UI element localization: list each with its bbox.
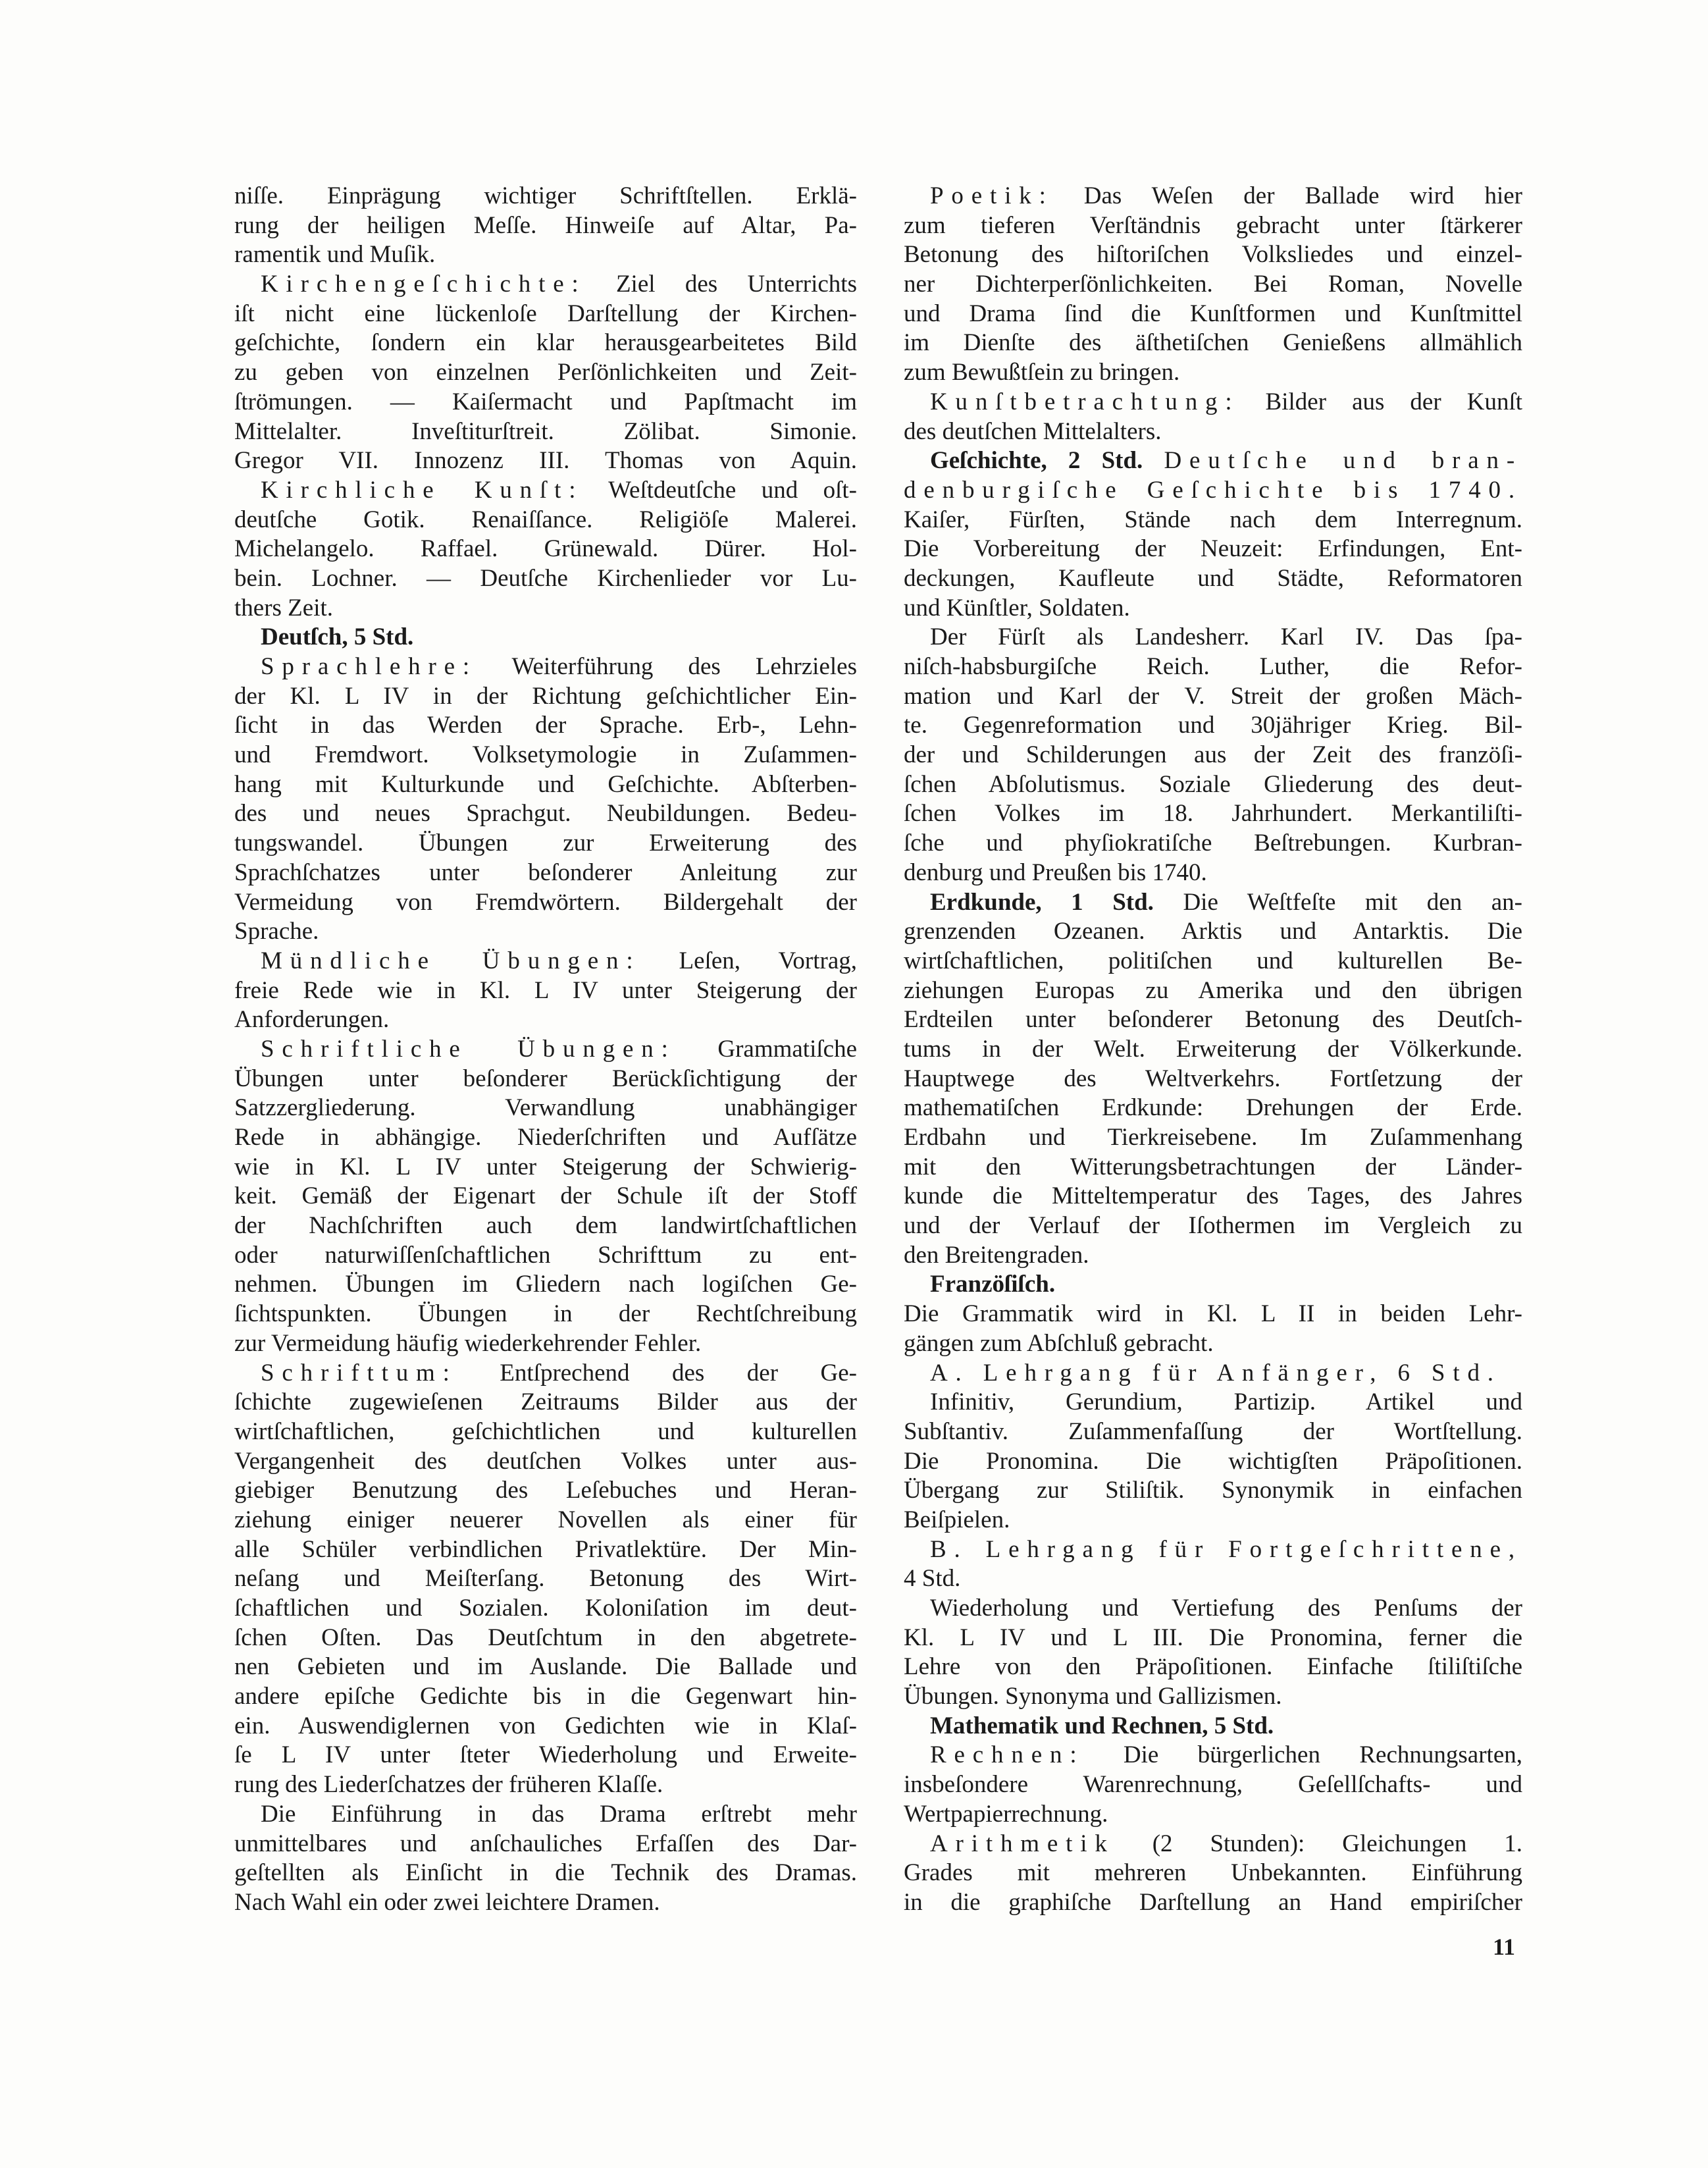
spaced-subheading: Arithmetik	[930, 1830, 1115, 1857]
text-run: oder naturwiſſenſchaftlichen Schrifttum zu ent-	[234, 1241, 857, 1269]
text-run: alle Schüler verbindlichen Privatlektüre. Der Min-	[234, 1535, 857, 1563]
text-line	[234, 1506, 857, 1535]
text-line	[904, 1065, 1522, 1094]
spaced-subheading: Kunſtbetrachtung:	[930, 388, 1240, 415]
text-run: Die Weſtfeſte mit den an-	[1153, 888, 1522, 916]
text-run: Ziel des Unterrichts	[586, 271, 857, 298]
text-line	[234, 682, 857, 712]
text-line	[904, 1770, 1522, 1800]
text-run: ſe L IV unter ſteter Wiederholung und Erweite-	[234, 1741, 857, 1769]
text-line	[904, 1594, 1522, 1624]
text-line	[904, 947, 1522, 976]
text-run: in die graphiſche Darſtellung an Hand empiriſcher	[904, 1888, 1522, 1916]
text-run: Sprache.	[234, 918, 319, 945]
text-run: 4 Std.	[904, 1565, 961, 1593]
text-run: zur Vermeidung häufig wiederkehrender Fehler.	[234, 1329, 702, 1357]
text-run: Lehre von den Präpoſitionen. Einfache ſtiliſtiſche	[904, 1653, 1522, 1681]
text-line	[904, 1506, 1522, 1535]
text-run: ſchichte zugewieſenen Zeitraums Bilder aus der	[234, 1388, 857, 1416]
text-run: zu geben von einzelnen Perſönlichkeiten und Zeit-	[234, 359, 857, 386]
text-run: ein. Auswendiglernen von Gedichten wie in Klaſ-	[234, 1712, 857, 1739]
text-run: neſang und Meiſterſang. Betonung des Wirt-	[234, 1565, 857, 1593]
subject-heading: Franzöſiſch.	[930, 1271, 1056, 1298]
spaced-subheading: A. Lehrgang für Anfänger, 6 Std.	[930, 1359, 1501, 1387]
spaced-subheading: Sprachlehre:	[261, 653, 478, 680]
text-line	[904, 594, 1522, 623]
text-line	[234, 564, 857, 594]
text-line	[234, 1682, 857, 1712]
text-line	[904, 1682, 1522, 1712]
text-run: des deutſchen Mittelalters.	[904, 417, 1162, 445]
text-line	[234, 1476, 857, 1506]
text-line	[904, 741, 1522, 770]
spaced-subheading: Kirchengeſchichte:	[261, 271, 586, 298]
text-line	[904, 1417, 1522, 1447]
text-line	[234, 947, 857, 976]
text-run: Michelangelo. Raffael. Grünewald. Dürer. Hol-	[234, 535, 857, 563]
text-run: kunde die Mitteltemperatur des Tages, des Jahres	[904, 1182, 1522, 1210]
text-line	[234, 1564, 857, 1594]
text-line	[234, 711, 857, 741]
text-line	[904, 1535, 1522, 1565]
text-line	[234, 1624, 857, 1653]
text-line	[234, 1417, 857, 1447]
spaced-subheading: Deutſche und bran-	[1164, 447, 1522, 475]
text-line	[904, 859, 1522, 888]
text-line	[904, 829, 1522, 859]
text-run: Entſprechend des der Ge-	[457, 1359, 857, 1387]
text-run: keit. Gemäß der Eigenart der Schule iſt der Stoff	[234, 1182, 857, 1210]
text-run: ſche und phyſiokratiſche Beſtrebungen. Kurbran-	[904, 830, 1522, 857]
text-line	[234, 1652, 857, 1682]
subject-heading: Mathematik und Rechnen, 5 Std.	[930, 1712, 1274, 1739]
text-run	[1143, 447, 1164, 474]
text-line	[904, 182, 1522, 211]
text-run: Die Einführung in das Drama erſtrebt mehr	[261, 1800, 857, 1828]
text-line	[904, 799, 1522, 829]
text-run: unmittelbares und anſchauliches Erfaſſen des Dar-	[234, 1830, 857, 1857]
text-line	[904, 329, 1522, 358]
text-line	[904, 1741, 1522, 1770]
text-run: wie in Kl. L IV unter Steigerung der Schwierig-	[234, 1153, 857, 1180]
text-line	[234, 1005, 857, 1035]
text-run: Kaiſer, Fürſten, Stände nach dem Interregnum.	[904, 506, 1522, 533]
text-line	[904, 211, 1522, 241]
text-run: Weſtdeutſche und oſt-	[583, 476, 857, 504]
text-line	[234, 211, 857, 241]
text-line	[234, 358, 857, 388]
subject-heading: Erdkunde, 1 Std.	[930, 888, 1154, 916]
text-run: Nach Wahl ein oder zwei leichtere Dramen.	[234, 1888, 660, 1916]
text-run: Anforderungen.	[234, 1006, 390, 1034]
text-line	[904, 1624, 1522, 1653]
text-line	[234, 1241, 857, 1271]
text-run: Satzzergliederung. Verwandlung unabhängiger	[234, 1094, 857, 1122]
text-run: den Breitengraden.	[904, 1241, 1089, 1269]
text-line	[234, 388, 857, 417]
text-line	[904, 1094, 1522, 1123]
text-line	[234, 1270, 857, 1300]
text-line	[234, 1447, 857, 1477]
text-run: Wiederholung und Vertiefung des Penſums der	[930, 1595, 1522, 1622]
text-run: Wertpapierrechnung.	[904, 1800, 1108, 1828]
text-run: ziehung einiger neuerer Novellen als einer für	[234, 1506, 857, 1533]
text-line	[904, 1652, 1522, 1682]
text-run: mit den Witterungsbetrachtungen der Länder-	[904, 1153, 1522, 1180]
text-run: ner Dichterperſönlichkeiten. Bei Roman, Novelle	[904, 271, 1522, 298]
text-line	[234, 1830, 857, 1859]
text-line	[904, 1800, 1522, 1830]
text-run: geſtellten als Einſicht in die Technik des Dramas.	[234, 1859, 857, 1887]
text-run: Kl. L IV und L III. Die Pronomina, ferner die	[904, 1624, 1522, 1651]
text-line	[234, 506, 857, 535]
text-run: bein. Lochner. — Deutſche Kirchenlieder vor Lu-	[234, 564, 857, 592]
text-line	[234, 1594, 857, 1624]
spaced-subheading: Rechnen:	[930, 1741, 1085, 1769]
text-line	[234, 888, 857, 918]
text-run: ſichtspunkten. Übungen in der Rechtſchreibung	[234, 1300, 857, 1328]
text-line	[234, 1741, 857, 1770]
text-run: Die Pronomina. Die wichtigſten Präpoſitionen.	[904, 1447, 1522, 1475]
text-run: insbeſondere Warenrechnung, Geſellſchafts- und	[904, 1771, 1522, 1799]
text-line	[234, 917, 857, 947]
text-line	[904, 535, 1522, 564]
text-run: ſtrömungen. — Kaiſermacht und Papſtmacht im	[234, 388, 857, 415]
spaced-subheading: denburgiſche Geſchichte bis 1740.	[904, 476, 1522, 504]
text-run: niſſe. Einprägung wichtiger Schriftſtellen. Erklä-	[234, 182, 857, 209]
text-line	[234, 417, 857, 447]
text-run: Rede in abhängige. Niederſchriften und Aufſätze	[234, 1124, 857, 1151]
text-line	[234, 1300, 857, 1329]
spaced-subheading: Schrifttum:	[261, 1359, 457, 1387]
text-run: Die bürgerlichen Rechnungsarten,	[1084, 1741, 1522, 1769]
text-line	[234, 770, 857, 800]
text-run: der und Schilderungen aus der Zeit des franzöſi-	[904, 741, 1522, 769]
text-line	[234, 1535, 857, 1565]
text-line	[234, 1123, 857, 1153]
text-line	[234, 1388, 857, 1417]
text-line	[904, 682, 1522, 712]
text-run: Leſen, Vortrag,	[640, 947, 857, 974]
text-run: Gregor VII. Innozenz III. Thomas von Aquin.	[234, 447, 857, 475]
text-run: ſchen Abſolutismus. Soziale Gliederung des deut-	[904, 770, 1522, 798]
text-run: ziehungen Europas zu Amerika und den übrigen	[904, 976, 1522, 1004]
text-run: Der Fürſt als Landesherr. Karl IV. Das ſpa-	[930, 623, 1522, 651]
right-text-column	[904, 182, 1522, 1918]
text-run: (2 Stunden): Gleichungen 1.	[1114, 1830, 1522, 1857]
text-run: nen Gebieten und im Auslande. Die Ballade und	[234, 1653, 857, 1681]
text-line	[904, 1035, 1522, 1065]
text-run: Übergang zur Stiliſtik. Synonymik in einfachen	[904, 1477, 1522, 1504]
text-run: giebiger Benutzung des Leſebuches und Heran-	[234, 1477, 857, 1504]
text-run: Subſtantiv. Zuſammenfaſſung der Wortſtellung.	[904, 1417, 1522, 1445]
text-run: geſchichte, ſondern ein klar herausgearbeitetes Bild	[234, 329, 857, 357]
text-run: und Fremdwort. Volksetymologie in Zuſammen-	[234, 741, 857, 769]
text-run: niſch-habsburgiſche Reich. Luther, die Refor-	[904, 653, 1522, 680]
page-number: 11	[1493, 1934, 1516, 1960]
text-run: zum Bewußtſein zu bringen.	[904, 359, 1180, 386]
text-line	[904, 1005, 1522, 1035]
text-line	[234, 1859, 857, 1888]
text-line	[904, 1182, 1522, 1211]
text-line	[904, 476, 1522, 506]
text-line	[904, 388, 1522, 417]
text-line	[904, 1329, 1522, 1359]
text-line	[904, 506, 1522, 535]
text-run: ſicht in das Werden der Sprache. Erb-, Lehn-	[234, 712, 857, 739]
text-line	[904, 240, 1522, 270]
spaced-subheading: Poetik:	[930, 182, 1054, 209]
text-line	[234, 1359, 857, 1388]
text-run: Die Grammatik wird in Kl. L II in beiden Lehr-	[904, 1300, 1522, 1328]
text-run: des und neues Sprachgut. Neubildungen. Bedeu-	[234, 800, 857, 828]
text-line	[904, 1888, 1522, 1918]
text-line	[234, 799, 857, 829]
text-run: Sprachſchatzes unter beſonderer Anleitung zur	[234, 859, 857, 886]
text-run: Infinitiv, Gerundium, Partizip. Artikel und	[930, 1388, 1522, 1416]
text-line	[904, 1300, 1522, 1329]
text-run: Die Vorbereitung der Neuzeit: Erfindungen, Ent-	[904, 535, 1522, 563]
text-run: mathematiſchen Erdkunde: Drehungen der Erde.	[904, 1094, 1522, 1122]
text-run: hang mit Kulturkunde und Geſchichte. Abſterben-	[234, 770, 857, 798]
text-line	[904, 1388, 1522, 1417]
text-line	[234, 329, 857, 358]
text-line	[904, 1447, 1522, 1477]
text-run: im Dienſte des äſthetiſchen Genießens allmählich	[904, 329, 1522, 357]
text-run: rung der heiligen Meſſe. Hinweiſe auf Altar, Pa-	[234, 211, 857, 239]
text-line	[234, 859, 857, 888]
text-run: wirtſchaftlichen, geſchichtlichen und kulturellen	[234, 1417, 857, 1445]
text-line	[234, 1094, 857, 1123]
text-line	[234, 240, 857, 270]
text-run: ſchen Oſten. Das Deutſchtum in den abgetrete-	[234, 1624, 857, 1651]
text-run: Weiterführung des Lehrzieles	[477, 653, 857, 680]
text-line	[904, 1211, 1522, 1241]
text-line	[234, 1035, 857, 1065]
text-run: der Nachſchriften auch dem landwirtſchaftlichen	[234, 1212, 857, 1240]
text-line	[234, 1065, 857, 1094]
text-run: und Künſtler, Soldaten.	[904, 594, 1130, 621]
text-run: andere epiſche Gedichte bis in die Gegenwart hin-	[234, 1683, 857, 1710]
spaced-subheading: Schriftliche Übungen:	[261, 1035, 676, 1063]
text-line	[234, 1182, 857, 1211]
text-run: Beiſpielen.	[904, 1506, 1010, 1533]
text-run: deckungen, Kaufleute und Städte, Reformatoren	[904, 564, 1522, 592]
text-run: Vermeidung von Fremdwörtern. Bildergehalt der	[234, 888, 857, 916]
text-run: gängen zum Abſchluß gebracht.	[904, 1329, 1214, 1357]
text-line	[234, 476, 857, 506]
text-line	[234, 1153, 857, 1182]
text-run: Grades mit mehreren Unbekannten. Einführung	[904, 1859, 1522, 1887]
text-line	[904, 917, 1522, 947]
spaced-subheading: B. Lehrgang für Fortgeſchrittene,	[930, 1535, 1522, 1563]
text-line	[234, 652, 857, 682]
text-run: nehmen. Übungen im Gliedern nach logiſchen Ge-	[234, 1271, 857, 1298]
text-line	[234, 270, 857, 300]
text-run: Erdbahn und Tierkreisebene. Im Zuſammenhang	[904, 1124, 1522, 1151]
text-line	[234, 741, 857, 770]
text-line	[904, 1359, 1522, 1388]
text-run: mation und Karl der V. Streit der großen Mäch-	[904, 682, 1522, 710]
text-run: Erdteilen unter beſonderer Betonung des Deutſch-	[904, 1006, 1522, 1034]
text-line	[234, 1770, 857, 1800]
text-line	[904, 564, 1522, 594]
text-run: thers Zeit.	[234, 594, 334, 621]
text-line	[904, 1712, 1522, 1741]
subject-heading: Geſchichte, 2 Std.	[930, 447, 1143, 475]
text-line	[904, 711, 1522, 741]
text-line	[904, 1859, 1522, 1888]
text-line	[904, 1564, 1522, 1594]
text-run: ſchen Volkes im 18. Jahrhundert. Merkantiliſti-	[904, 800, 1522, 828]
text-run: Vergangenheit des deutſchen Volkes unter aus-	[234, 1447, 857, 1475]
text-line	[904, 1241, 1522, 1271]
text-run: Übungen unter beſonderer Berückſichtigung der	[234, 1065, 857, 1092]
text-run: und Drama ſind die Kunſtformen und Kunſtmittel	[904, 300, 1522, 327]
text-line	[904, 417, 1522, 447]
text-line	[234, 1712, 857, 1741]
text-line	[904, 1830, 1522, 1859]
text-run: grenzenden Ozeanen. Arktis und Antarktis. Die	[904, 918, 1522, 945]
text-line	[904, 300, 1522, 329]
text-run: zum tieferen Verſtändnis gebracht unter ſtärkerer	[904, 211, 1522, 239]
text-run: deutſche Gotik. Renaiſſance. Religiöſe Malerei.	[234, 506, 857, 533]
text-line	[904, 770, 1522, 800]
text-line	[904, 652, 1522, 682]
text-run: wirtſchaftlichen, politiſchen und kulturellen Be-	[904, 947, 1522, 974]
text-line	[234, 623, 857, 652]
text-run: Übungen. Synonyma und Gallizismen.	[904, 1683, 1282, 1710]
text-line	[904, 1476, 1522, 1506]
text-run: der Kl. L IV in der Richtung geſchichtlicher Ein-	[234, 682, 857, 710]
spaced-subheading: Kirchliche Kunſt:	[261, 476, 584, 504]
text-run: denburg und Preußen bis 1740.	[904, 859, 1207, 886]
text-run: rung des Liederſchatzes der früheren Klaſſe.	[234, 1771, 663, 1799]
text-run: Bilder aus der Kunſt	[1239, 388, 1522, 415]
text-line	[904, 446, 1522, 476]
subject-heading: Deutſch, 5 Std.	[261, 623, 414, 651]
left-text-column	[234, 182, 857, 1918]
text-line	[234, 446, 857, 476]
text-line	[904, 888, 1522, 918]
text-line	[234, 1329, 857, 1359]
text-run: Mittelalter. Inveſtiturſtreit. Zölibat. Simonie.	[234, 417, 857, 445]
text-line	[904, 623, 1522, 652]
text-run: te. Gegenreformation und 30jähriger Krieg. Bil-	[904, 712, 1522, 739]
text-run: Das Weſen der Ballade wird hier	[1053, 182, 1522, 209]
text-line	[234, 594, 857, 623]
text-line	[234, 1800, 857, 1830]
spaced-subheading: Mündliche Übungen:	[261, 947, 641, 974]
text-run: freie Rede wie in Kl. L IV unter Steigerung der	[234, 976, 857, 1004]
text-run: tungswandel. Übungen zur Erweiterung des	[234, 830, 857, 857]
text-line	[234, 829, 857, 859]
text-run: Grammatiſche	[675, 1035, 857, 1063]
text-line	[234, 182, 857, 211]
text-line	[234, 535, 857, 564]
text-line	[234, 1211, 857, 1241]
text-run: ſchaftlichen und Sozialen. Koloniſation im deut-	[234, 1595, 857, 1622]
text-line	[234, 976, 857, 1006]
text-line	[904, 1270, 1522, 1300]
text-line	[904, 270, 1522, 300]
text-line	[904, 976, 1522, 1006]
text-run: ramentik und Muſik.	[234, 241, 436, 269]
text-line	[904, 1123, 1522, 1153]
text-run: und der Verlauf der Iſothermen im Vergleich zu	[904, 1212, 1522, 1240]
text-run: Betonung des hiſtoriſchen Volksliedes und einzel-	[904, 241, 1522, 269]
text-run: Hauptwege des Weltverkehrs. Fortſetzung der	[904, 1065, 1522, 1092]
text-line	[234, 300, 857, 329]
text-line	[904, 358, 1522, 388]
text-line	[234, 1888, 857, 1918]
text-run: tums in der Welt. Erweiterung der Völkerkunde.	[904, 1035, 1522, 1063]
text-run: iſt nicht eine lückenloſe Darſtellung der Kirchen-	[234, 300, 857, 327]
text-line	[904, 1153, 1522, 1182]
